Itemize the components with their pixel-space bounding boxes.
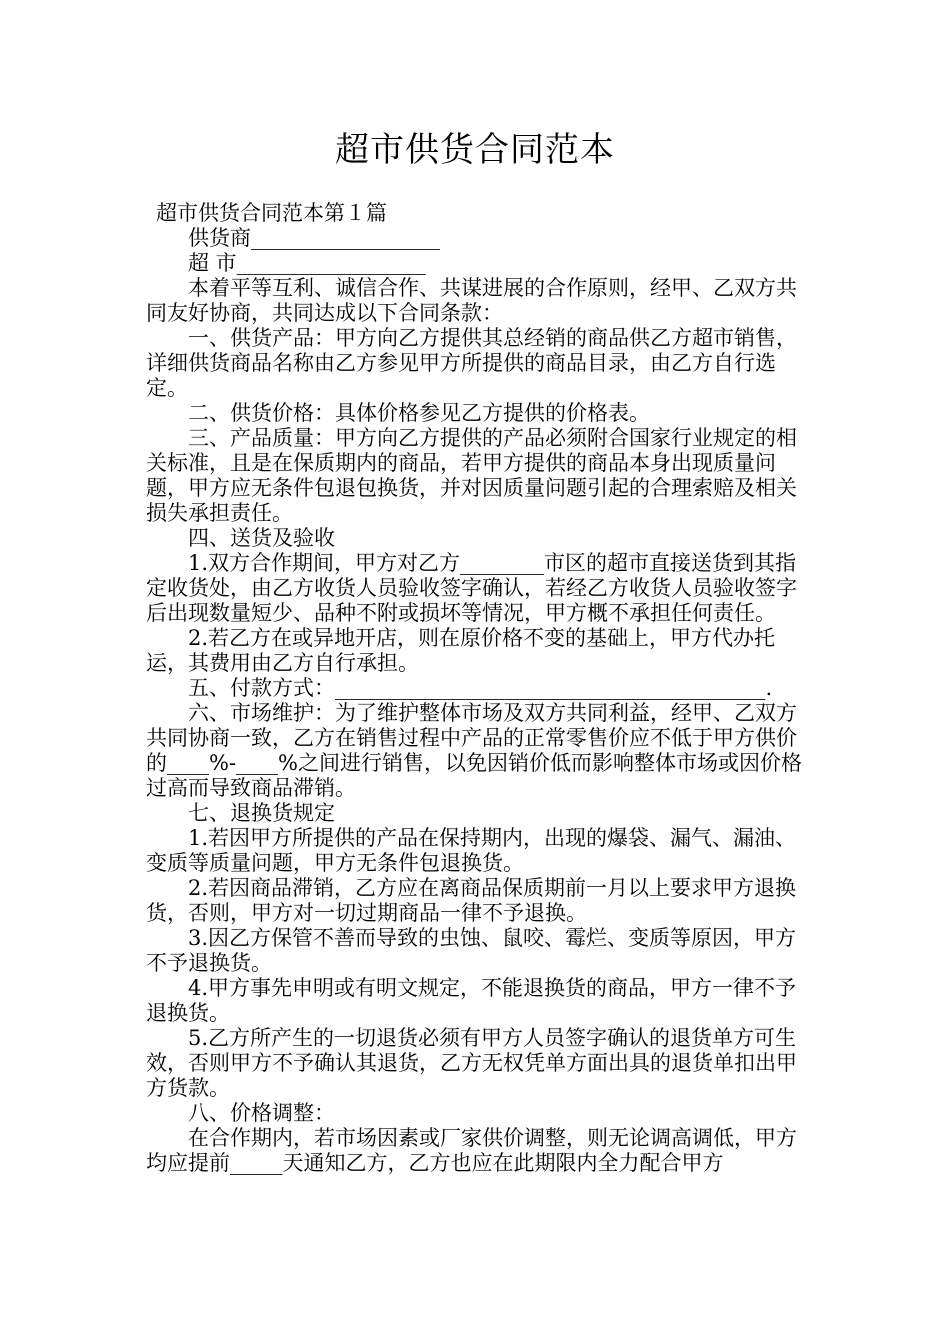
document-title: 超市供货合同范本 <box>335 130 615 170</box>
clause-7-item-5: 5.乙方所产生的一切退货必须有甲方人员签字确认的退货单方可生效，否则甲方不予确认其退货，乙方无权凭单方面出具的退货单扣出甲方货款。 <box>146 1026 797 1100</box>
clause-4-item-1: 1.双方合作期间，甲方对乙方________市区的超市直接送货到其指定收货处，由乙方收货人员验收签字确认，若经乙方收货人员验收签字后出现数量短少、品种不附或损坏等情况，甲方概不承担任何责任。 <box>146 551 797 625</box>
preamble-paragraph: 本着平等互利、诚信合作、共谋进展的合作原则，经甲、乙双方共同友好协商，共同达成以下合同条款： <box>146 276 797 325</box>
clause-8-paragraph: 在合作期内，若市场因素或厂家供价调整，则无论调高调低，甲方均应提前_____天通知乙方，乙方也应在此期限内全力配合甲方 <box>146 1126 797 1175</box>
clause-7-item-1: 1.若因甲方所提供的产品在保持期内，出现的爆袋、漏气、漏油、变质等质量问题，甲方无条件包退换货。 <box>146 826 797 875</box>
clause-1-paragraph: 一、供货产品：甲方向乙方提供其总经销的商品供乙方超市销售，详细供货商品名称由乙方参见甲方所提供的商品目录，由乙方自行选定。 <box>146 326 797 400</box>
document-subtitle: 超市供货合同范本第１篇 <box>156 201 387 225</box>
clause-8-heading: 八、价格调整： <box>188 1101 335 1125</box>
clause-7-item-4: 4.甲方事先申明或有明文规定，不能退换货的商品，甲方一律不予退换货。 <box>146 976 797 1025</box>
supermarket-line: 超 市__________________ <box>188 251 426 275</box>
clause-3-paragraph: 三、产品质量：甲方向乙方提供的产品必须附合国家行业规定的相关标准，且是在保质期内的商品，若甲方提供的商品本身出现质量问题，甲方应无条件包退包换货，并对因质量问题引起的合理索赔及相关损失承担责任。 <box>146 426 797 525</box>
clause-5-paragraph: 五、付款方式：_________________________________________. <box>188 676 773 700</box>
clause-6-paragraph: 六、市场维护：为了维护整体市场及双方共同利益，经甲、乙双方共同协商一致，乙方在销售过程中产品的正常零售价应不低于甲方供价的____%-____%之间进行销售，以免因销价低而影响整体市场或因价格过高而导致商品滞销。 <box>146 701 803 800</box>
clause-7-item-2: 2.若因商品滞销，乙方应在离商品保质期前一月以上要求甲方退换货，否则，甲方对一切过期商品一律不予退换。 <box>146 876 797 925</box>
clause-7-heading: 七、退换货规定 <box>188 801 335 825</box>
clause-4-item-2: 2.若乙方在或异地开店，则在原价格不变的基础上，甲方代办托运，其费用由乙方自行承担。 <box>146 626 776 675</box>
clause-7-item-3: 3.因乙方保管不善而导致的虫蚀、鼠咬、霉烂、变质等原因，甲方不予退换货。 <box>146 926 797 975</box>
document-body <box>146 226 808 1176</box>
clause-2-paragraph: 二、供货价格：具体价格参见乙方提供的价格表。 <box>188 401 650 425</box>
supplier-line: 供货商__________________ <box>188 226 440 250</box>
clause-4-heading: 四、送货及验收 <box>188 526 335 550</box>
